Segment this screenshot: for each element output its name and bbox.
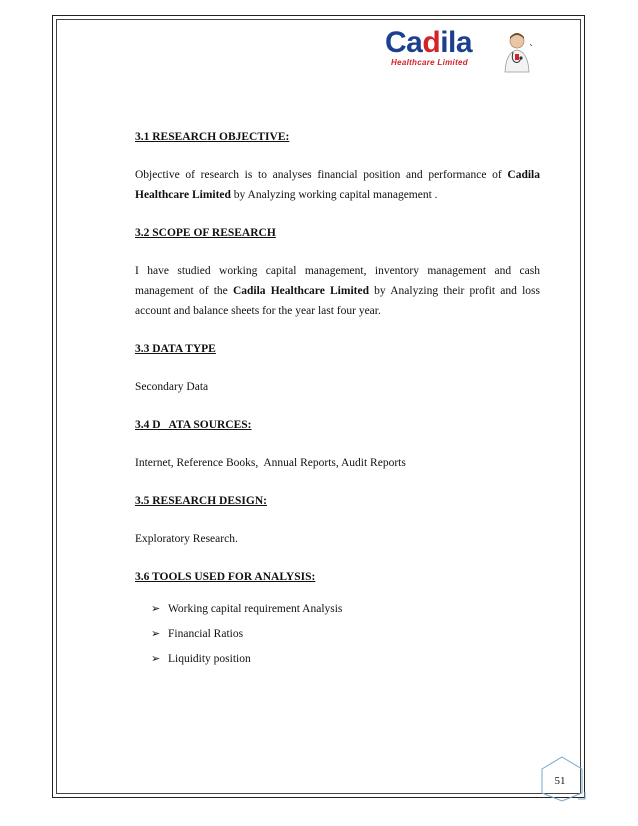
paragraph-data-sources: Internet, Reference Books, Annual Reports, Audit Reports bbox=[135, 457, 406, 469]
heading-tools-used: 3.6 TOOLS USED FOR ANALYSIS: bbox=[135, 571, 316, 583]
tools-list bbox=[135, 599, 540, 669]
page-number: 51 bbox=[554, 775, 566, 787]
paragraph-research-objective: Objective of research is to analyses financial position and performance of Cadila Healthcare Limited by Analyzing working capital management . bbox=[135, 169, 540, 201]
list-item: ➢ Financial Ratios bbox=[135, 624, 540, 644]
list-item: ➢ Liquidity position bbox=[135, 649, 540, 669]
heading-scope-of-research: 3.2 SCOPE OF RESEARCH bbox=[135, 227, 276, 239]
arrow-bullet-icon: ➢ bbox=[151, 628, 161, 640]
arrow-bullet-icon: ➢ bbox=[151, 603, 161, 615]
paragraph-research-design: Exploratory Research. bbox=[135, 533, 238, 545]
heading-data-sources: 3.4 D ATA SOURCES: bbox=[135, 419, 252, 431]
heading-research-design: 3.5 RESEARCH DESIGN: bbox=[135, 495, 267, 507]
doctor-figure-icon bbox=[497, 30, 537, 74]
paragraph-data-type: Secondary Data bbox=[135, 381, 209, 393]
logo-subtitle: Healthcare Limited bbox=[391, 58, 468, 67]
logo-wordmark: Cadila bbox=[385, 26, 473, 59]
list-item: ➢ Working capital requirement Analysis bbox=[135, 599, 540, 619]
arrow-bullet-icon: ➢ bbox=[151, 653, 161, 665]
company-logo bbox=[385, 28, 540, 76]
paragraph-scope-of-research: I have studied working capital management, inventory management and cash management of the Cadila Healthcare Limited by Analyzing their profit and loss account and balance sheets for the year last four year. bbox=[135, 265, 540, 317]
heading-data-type: 3.3 DATA TYPE bbox=[135, 343, 216, 355]
heading-research-objective: 3.1 RESEARCH OBJECTIVE: bbox=[135, 131, 290, 143]
document-body bbox=[135, 127, 540, 674]
